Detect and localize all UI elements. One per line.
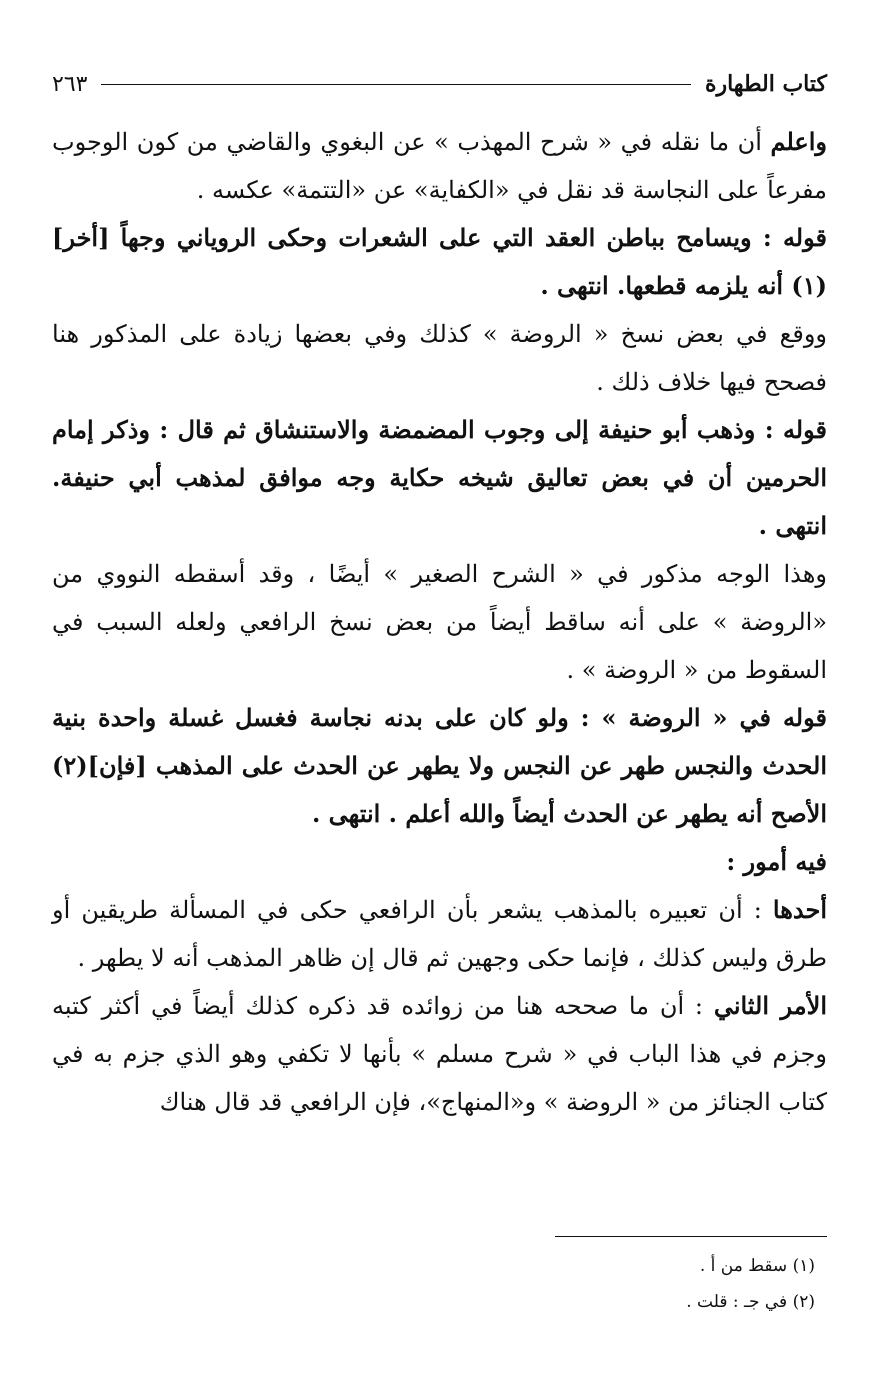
paragraph-text: : أن ما صححه هنا من زوائده قد ذكره كذلك أيضاً في أكثر كتبه وجزم في هذا الباب في « شرح مسلم » بأنها لا تكفي وهو الذي جزم به في كتاب الجنائز من « الروضة » و«المنهاج»، فإن الرافعي قد قال هناك — [52, 992, 827, 1116]
paragraph-lead: الأمر الثاني — [713, 991, 828, 1020]
paragraph-text: : أن تعبيره بالمذهب يشعر بأن الرافعي حكى في المسألة طريقين أو طرق وليس كذلك ، فإنما حكى وجهين ثم قال إن ظاهر المذهب أنه لا يطهر . — [52, 896, 827, 972]
footnote-rule — [555, 1236, 827, 1237]
paragraph-text: ووقع في بعض نسخ « الروضة » كذلك وفي بعضها زيادة على المذكور هنا فصحح فيها خلاف ذلك . — [52, 320, 827, 396]
paragraph-5 — [52, 550, 827, 694]
paragraph-3 — [52, 310, 827, 406]
footnote-1: (١) سقط من أ . — [699, 1256, 815, 1276]
page-number: ٢٦٣ — [52, 71, 88, 97]
footnotes — [115, 1248, 815, 1320]
paragraph-1 — [52, 118, 827, 214]
paragraph-text: فيه أمور : — [726, 847, 827, 876]
paragraph-lead: أحدها — [772, 895, 827, 924]
paragraph-text: أن ما نقله في « شرح المهذب » عن البغوي والقاضي من كون الوجوب مفرعاً على النجاسة قد نقل في «الكفاية» عن «التتمة» عكسه . — [52, 128, 827, 204]
paragraph-8 — [52, 886, 827, 982]
paragraph-text: قوله في « الروضة » : ولو كان على بدنه نجاسة فغسل غسلة واحدة بنية الحدث والنجس طهر عن النجس ولا يطهر عن الحدث على المذهب [فإن](٢) الأصح أنه يطهر عن الحدث أيضاً والله أعلم . انتهى . — [52, 703, 827, 828]
paragraph-text: قوله : وذهب أبو حنيفة إلى وجوب المضمضة والاستنشاق ثم قال : وذكر إمام الحرمين أن في بعض تعاليق شيخه حكاية وجه موافق لمذهب أبي حنيفة. انتهى . — [52, 415, 827, 540]
footnote-2: (٢) في جـ : قلت . — [686, 1292, 815, 1312]
running-head — [52, 62, 827, 106]
chapter-title: كتاب الطهارة — [704, 71, 827, 97]
paragraph-text: وهذا الوجه مذكور في « الشرح الصغير » أيضًا ، وقد أسقطه النووي من «الروضة » على أنه ساقط أيضاً من بعض نسخ الرافعي ولعله السبب في السقوط من « الروضة » . — [52, 560, 827, 684]
paragraph-4 — [52, 406, 827, 550]
page — [52, 62, 827, 1126]
paragraph-text: قوله : ويسامح بباطن العقد التي على الشعرات وحكى الروياني وجهاً [أخر] (١) أنه يلزمه قطعها. انتهى . — [52, 223, 827, 300]
header-rule — [101, 84, 691, 85]
paragraph-9 — [52, 982, 827, 1126]
paragraph-lead: واعلم — [770, 127, 827, 156]
paragraph-7 — [52, 838, 827, 886]
body-text — [52, 118, 827, 1126]
paragraph-6 — [52, 694, 827, 838]
paragraph-2 — [52, 214, 827, 310]
